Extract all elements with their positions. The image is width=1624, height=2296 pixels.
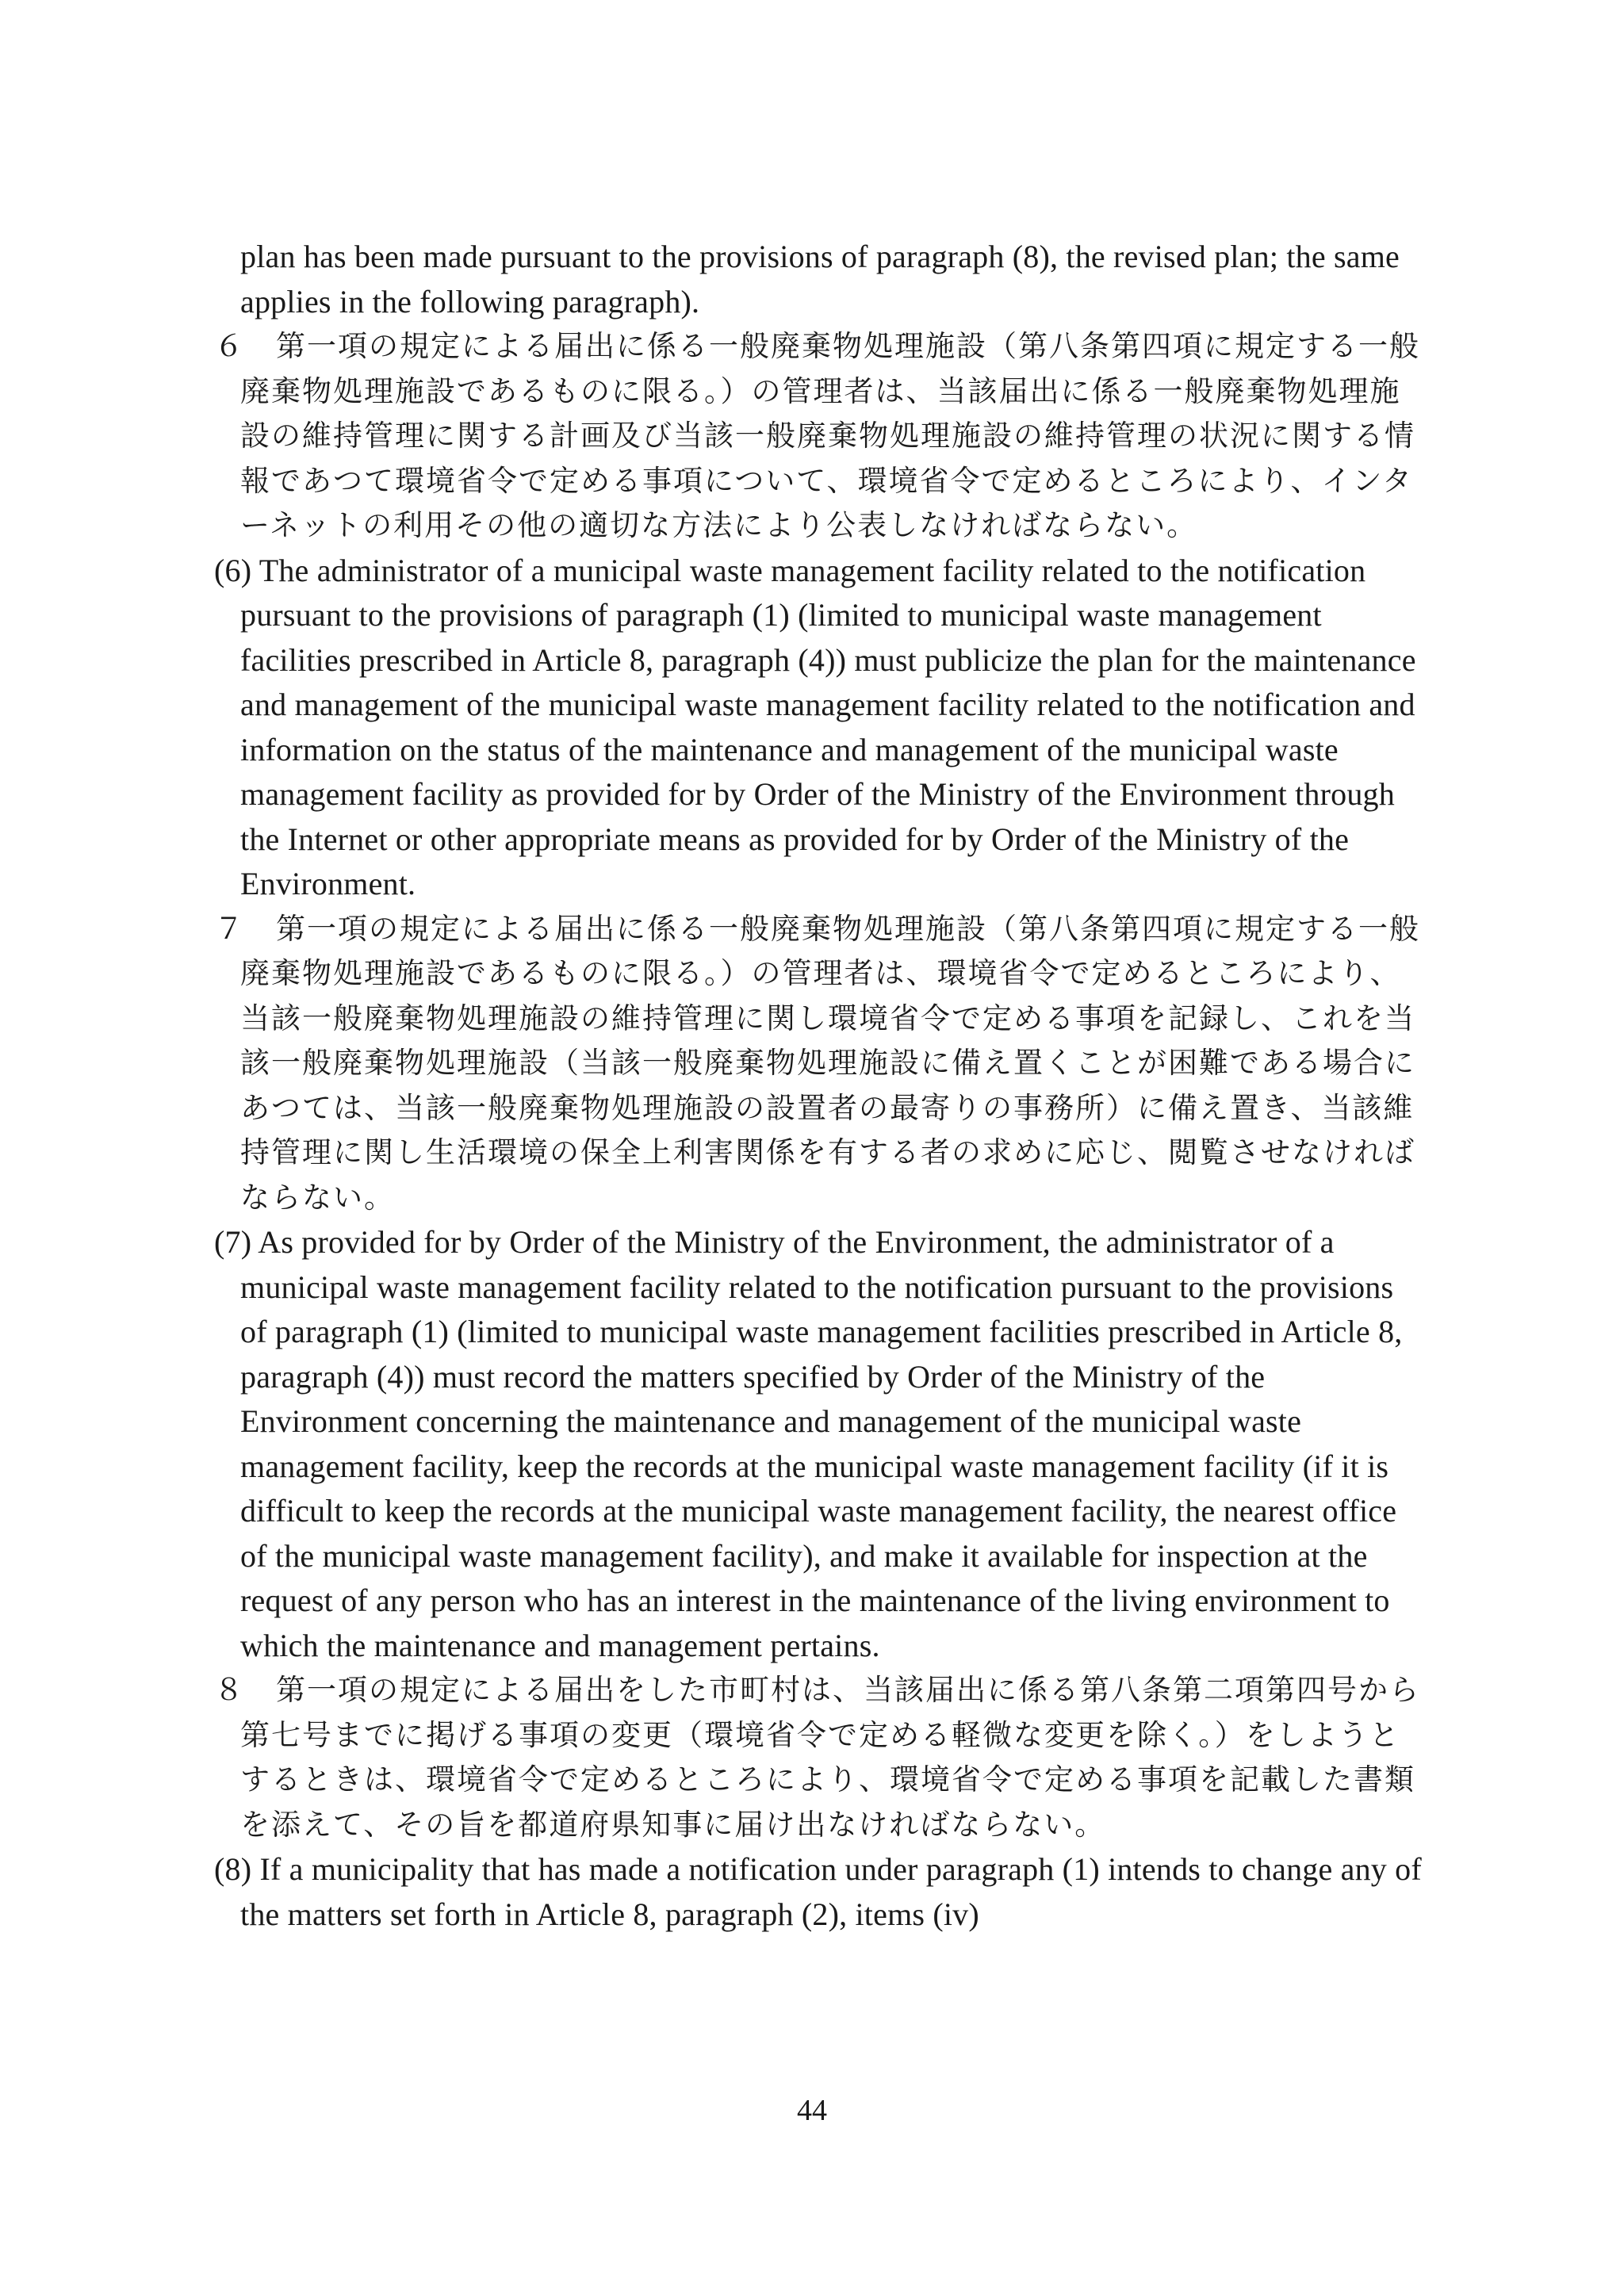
document-body (214, 235, 1427, 1937)
paragraph-7-english: (7) As provided for by Order of the Ministry of the Environment, the administrator of a municipal waste management facility related to the notification pursuant to the provisions of paragraph (1) (limited to municipal waste management facilities prescribed in Article 8, paragraph (4)) must record the matters specified by Order of the Ministry of the Environment concerning the maintenance and management of the municipal waste management facility, keep the records at the municipal waste management facility (if it is difficult to keep the records at the municipal waste management facility, the nearest office of the municipal waste management facility), and make it available for inspection at the request of any person who has an interest in the maintenance of the living environment to which the maintenance and management pertains. (214, 1224, 1403, 1663)
paragraph-8-english: (8) If a municipality that has made a notification under paragraph (1) intends to change any of the matters set forth in Article 8, paragraph (2), items (iv) (214, 1851, 1422, 1932)
paragraph-5-english-continuation: plan has been made pursuant to the provisions of paragraph (8), the revised plan; the same applies in the following paragraph). (240, 239, 1400, 320)
paragraph-7-japanese: ７ 第一項の規定による届出に係る一般廃棄物処理施設（第八条第四項に規定する一般廃棄物処理施設であるものに限る。）の管理者は、環境省令で定めるところにより、当該一般廃棄物処理施設の維持管理に関し環境省令で定める事項を記録し、これを当該一般廃棄物処理施設（当該一般廃棄物処理施設に備え置くことが困難である場合にあつては、当該一般廃棄物処理施設の設置者の最寄りの事務所）に備え置き、当該維持管理に関し生活環境の保全上利害関係を有する者の求めに応じ、閲覧させなければならない。 (214, 911, 1420, 1215)
paragraph-8-japanese: ８ 第一項の規定による届出をした市町村は、当該届出に係る第八条第二項第四号から第七号までに掲げる事項の変更（環境省令で定める軽微な変更を除く。）をしようとするときは、環境省令で定めるところにより、環境省令で定める事項を記載した書類を添えて、その旨を都道府県知事に届け出なければならない。 (214, 1673, 1420, 1842)
paragraph-6-japanese: ６ 第一項の規定による届出に係る一般廃棄物処理施設（第八条第四項に規定する一般廃棄物処理施設であるものに限る。）の管理者は、当該届出に係る一般廃棄物処理施設の維持管理に関する計画及び当該一般廃棄物処理施設の維持管理の状況に関する情報であつて環境省令で定める事項について、環境省令で定めるところにより、インターネットの利用その他の適切な方法により公表しなければならない。 (214, 329, 1420, 542)
page-number: 44 (797, 2094, 827, 2127)
paragraph-6-english: (6) The administrator of a municipal waste management facility related to the notification pursuant to the provisions of paragraph (1) (limited to municipal waste management facilities prescribed in Article 8, paragraph (4)) must publicize the plan for the maintenance and management of the municipal waste management facility related to the notification and information on the status of the maintenance and management of the municipal waste management facility as provided for by Order of the Ministry of the Environment through the Internet or other appropriate means as provided for by Order of the Ministry of the Environment. (214, 552, 1416, 901)
